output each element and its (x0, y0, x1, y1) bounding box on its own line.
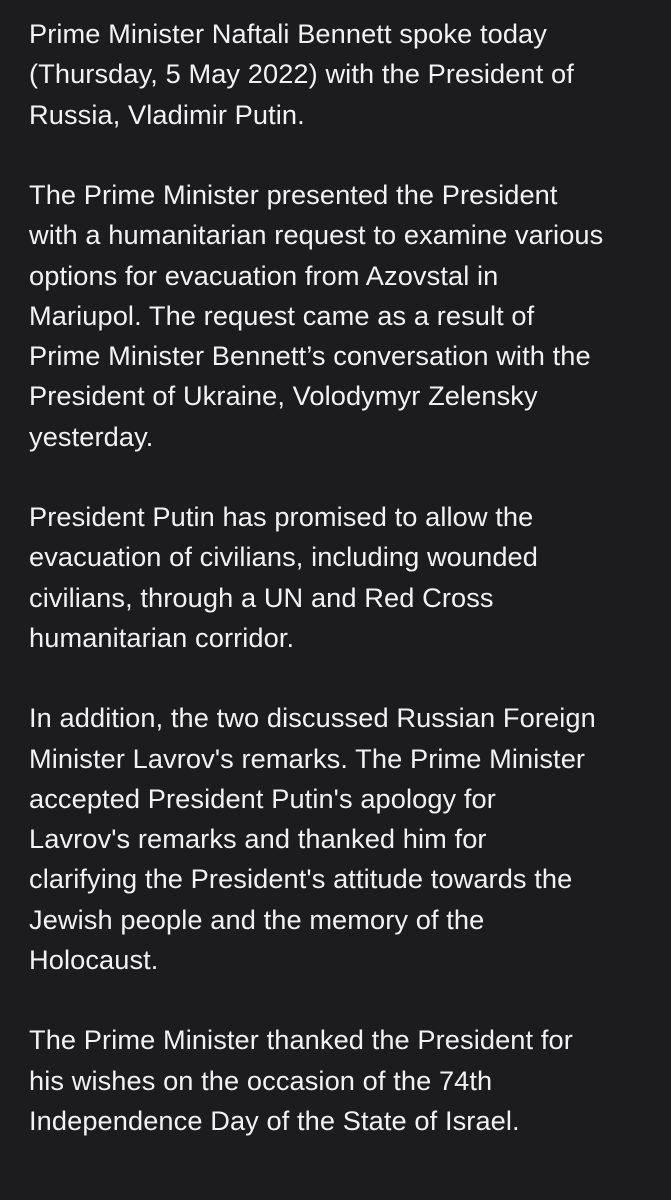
text-line: The Prime Minister thanked the President for (29, 1024, 573, 1056)
note-body (29, 14, 649, 1181)
text-line: humanitarian corridor. (29, 621, 295, 653)
text-line: (Thursday, 5 May 2022) with the President of (29, 58, 574, 90)
paragraph-evacuation-promise (29, 497, 649, 658)
text-line: accepted President Putin's apology for (29, 782, 496, 814)
text-line: Jewish people and the memory of the (29, 903, 485, 935)
text-line: The Prime Minister presented the President (29, 179, 558, 210)
text-line: Minister Lavrov's remarks. The Prime Minister (29, 742, 586, 774)
paragraph-independence-day (29, 1020, 649, 1141)
text-line: Prime Minister Bennett’s conversation with the (29, 340, 591, 371)
text-line: his wishes on the occasion of the 74th (29, 1064, 493, 1096)
text-line: Mariupol. The request came as a result of (29, 299, 535, 331)
text-line: Independence Day of the State of Israel. (29, 1104, 520, 1136)
paragraph-lavrov-remarks (29, 698, 649, 980)
text-line: clarifying the President's attitude towards the (29, 863, 573, 895)
text-line: Russia, Vladimir Putin. (29, 98, 305, 130)
paragraph-humanitarian-request (29, 175, 649, 457)
paragraph-call-summary (29, 14, 649, 135)
text-line: Prime Minister Naftali Bennett spoke today (29, 18, 547, 49)
text-line: options for evacuation from Azovstal in (29, 259, 499, 291)
text-line: Lavrov's remarks and thanked him for (29, 823, 487, 854)
text-line: civilians, through a UN and Red Cross (29, 581, 494, 613)
text-line: with a humanitarian request to examine various (29, 219, 604, 251)
text-line: President of Ukraine, Volodymyr Zelensky (29, 380, 538, 412)
text-line: Holocaust. (29, 943, 159, 975)
text-line: yesterday. (29, 420, 154, 452)
text-line: In addition, the two discussed Russian Foreign (29, 702, 596, 734)
text-line: evacuation of civilians, including wounded (29, 541, 539, 573)
text-line: President Putin has promised to allow the (29, 501, 534, 532)
